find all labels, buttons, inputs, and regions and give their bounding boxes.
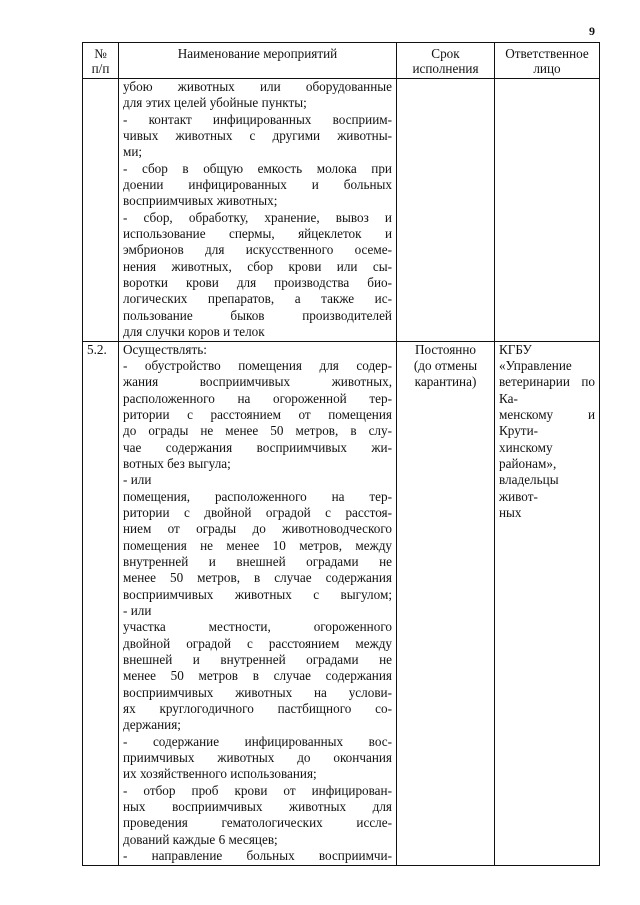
text-line: владельцы живот- [499, 472, 559, 504]
text-line: - или [123, 603, 152, 618]
text-line: ях круглогодичного пастбищного со- [123, 701, 392, 717]
text-line: пользование быков производителей [123, 307, 392, 323]
header-responsible: Ответственное лицо [495, 43, 600, 79]
text-line: менее 50 метров в случае содержания [123, 668, 392, 684]
text-line: их хозяйственного использования; [123, 766, 317, 782]
text-line: для этих целей убойные пункты; [123, 95, 307, 111]
header-term-line: исполнения [412, 61, 479, 76]
text-line: двойной оградой с расстоянием между [123, 635, 392, 651]
row2-term [397, 341, 495, 865]
table-row [83, 79, 600, 342]
text-line: ных восприимчивых животных для [123, 799, 392, 815]
row2-description [119, 341, 397, 865]
header-term [397, 43, 495, 79]
row1-term [397, 79, 495, 342]
text-line: воротки крови для производства био- [123, 275, 392, 291]
text-line: использование спермы, яйцеклеток и [123, 226, 392, 242]
row1-responsible [495, 79, 600, 342]
table-row [83, 341, 600, 865]
text-line: нения животных, сбор крови или сы- [123, 258, 392, 274]
text-line: для случки коров и телок [123, 324, 265, 340]
text-line: - отбор проб крови от инфицирован- [123, 782, 392, 798]
text-line: расположенного на огороженной тер- [123, 390, 392, 406]
text-line: чивых животных с другими животны- [123, 128, 392, 144]
text-line: держания; [123, 717, 181, 733]
text-line: вотных без выгула; [123, 455, 231, 471]
text-line: убою животных или оборудованные [123, 79, 392, 94]
row2-responsible [495, 341, 600, 865]
text-line: - сбор, обработку, хранение, вывоз и [123, 209, 392, 225]
text-line: - сбор в общую емкость молока при [123, 160, 392, 176]
text-line: помещения, расположенного на тер- [123, 488, 392, 504]
header-num [83, 43, 119, 79]
text-line: восприимчивых животных; [123, 193, 278, 209]
row2-num: 5.2. [83, 341, 119, 865]
text-line: логических препаратов, а также ис- [123, 291, 392, 307]
text-line: ветеринарии по Ка- [499, 374, 595, 406]
text-line: дований каждые 6 месяцев; [123, 831, 278, 847]
row1-num [83, 79, 119, 342]
text-line: менее 50 метров, в случае содержания [123, 570, 392, 586]
table-header-row [83, 43, 600, 79]
text-line: хинскому районам», [499, 439, 557, 471]
term-line: карантина) [414, 374, 477, 390]
term-line: Постоянно [414, 341, 476, 357]
text-line: - направление больных восприимчи- [123, 848, 392, 864]
text-line: - содержание инфицированных вос- [123, 733, 392, 749]
measures-table [82, 42, 600, 866]
page-number: 9 [589, 24, 595, 38]
text-line: КГБУ «Управление [499, 341, 572, 373]
text-line: восприимчивых животных на услови- [123, 684, 392, 700]
text-line: участка местности, огороженного [123, 619, 392, 635]
text-line: восприимчивых животных с выгулом; [123, 586, 392, 602]
text-line: чае содержания восприимчивых жи- [123, 439, 392, 455]
header-name: Наименование мероприятий [119, 43, 397, 79]
header-term-line: Срок [431, 46, 460, 61]
text-line: ных [499, 504, 522, 520]
text-line: внутренней и внешней оградами не [123, 553, 392, 569]
text-line: помещения не менее 10 метров, между [123, 537, 392, 553]
row1-description [119, 79, 397, 342]
text-line: - контакт инфицированных восприим- [123, 111, 392, 127]
text-line: Осуществлять: [123, 341, 207, 357]
text-line: нием от ограды до животноводческого [123, 521, 392, 537]
header-num-line: № [94, 46, 107, 61]
header-num-line: п/п [91, 61, 110, 76]
term-line: (до отмены [413, 357, 478, 373]
text-line: до ограды не менее 50 метров, в слу- [123, 423, 392, 439]
text-line: доении инфицированных и больных [123, 177, 392, 193]
text-line: ритории с двойной оградой с расстоя- [123, 504, 392, 520]
text-line: проведения гематологических иссле- [123, 815, 392, 831]
text-line: менскому и Крути- [499, 406, 595, 439]
text-line: внешней и внутренней оградами не [123, 652, 392, 668]
text-line: жания восприимчивых животных, [123, 374, 392, 390]
text-line: ми; [123, 144, 143, 160]
text-line: - обустройство помещения для содер- [123, 357, 392, 373]
text-line: ритории с расстоянием от помещения [123, 406, 392, 422]
text-line: эмбрионов для искусственного осеме- [123, 242, 392, 258]
text-line: приимчивых животных до окончания [123, 750, 392, 766]
text-line: - или [123, 472, 152, 488]
